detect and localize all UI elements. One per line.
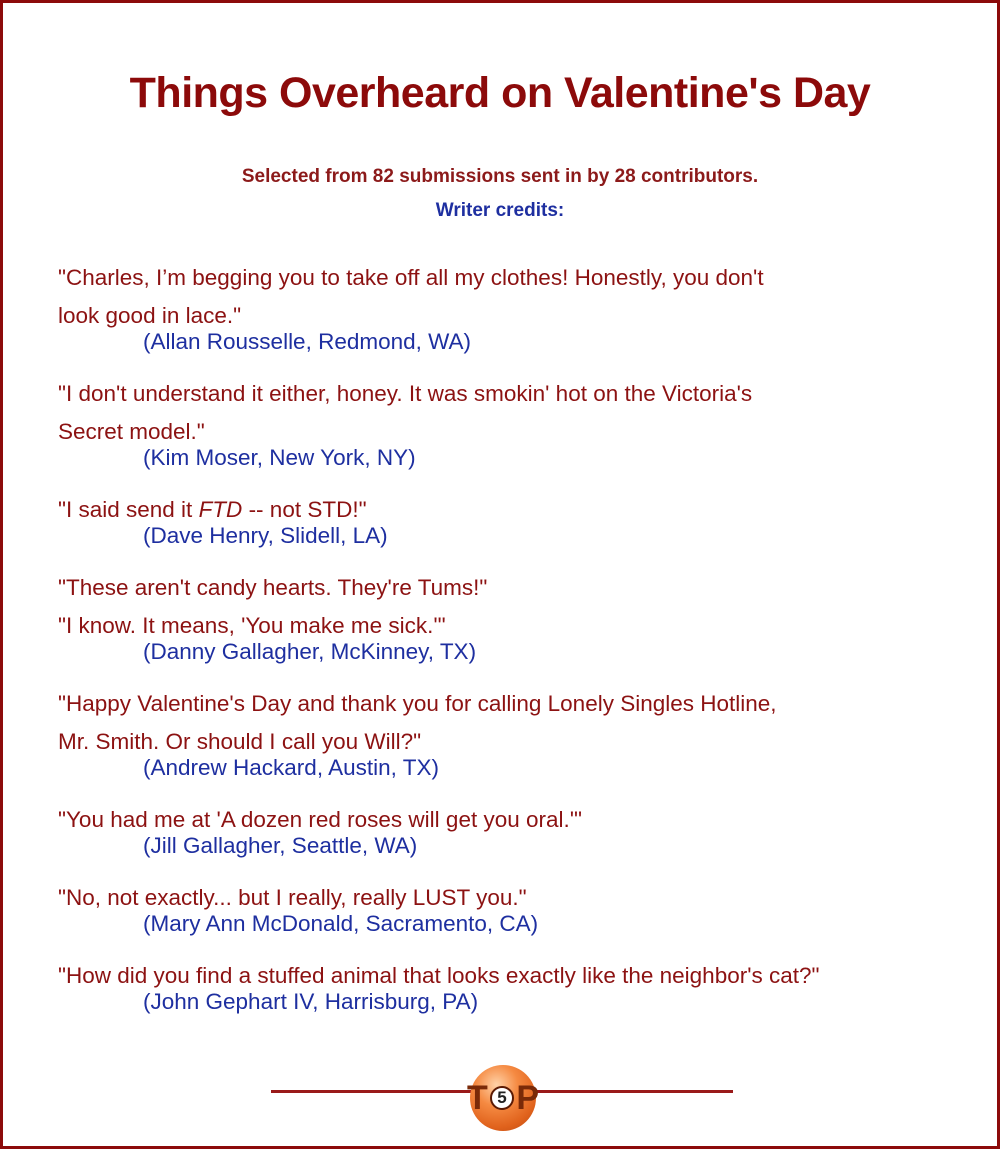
quote-line: "I know. It means, 'You make me sick.'" bbox=[58, 613, 446, 638]
quote-line: "I don't understand it either, honey. It was smokin' hot on the Victoria's bbox=[58, 381, 753, 406]
quote-line: "These aren't candy hearts. They're Tums!" bbox=[58, 575, 488, 600]
quote-entry bbox=[58, 569, 958, 667]
quote-line: "How did you find a stuffed animal that looks exactly like the neighbor's cat?" bbox=[58, 963, 820, 988]
quote-text: -- not STD!" bbox=[242, 497, 367, 522]
quote-line: Secret model." bbox=[58, 419, 205, 444]
divider-left bbox=[271, 1090, 476, 1093]
page-title: Things Overheard on Valentine's Day bbox=[129, 69, 871, 117]
quote-entry bbox=[58, 375, 958, 473]
quote-entry bbox=[58, 685, 958, 783]
quote-credit: (Jill Gallagher, Seattle, WA) bbox=[143, 833, 418, 858]
quote-emphasis: FTD bbox=[198, 497, 243, 522]
quote-entry bbox=[58, 801, 958, 861]
quote-line: "Happy Valentine's Day and thank you for calling Lonely Singles Hotline, bbox=[58, 691, 777, 716]
quote-line: Mr. Smith. Or should I call you Will?" bbox=[58, 729, 422, 754]
top5-logo bbox=[467, 1065, 539, 1131]
logo-letter-p: P bbox=[516, 1079, 539, 1117]
quote-credit: (Allan Rousselle, Redmond, WA) bbox=[143, 329, 472, 354]
writer-credits-label: Writer credits: bbox=[435, 200, 565, 221]
quote-entry bbox=[58, 491, 958, 551]
quote-credit: (Danny Gallagher, McKinney, TX) bbox=[143, 639, 477, 664]
quote-credit: (John Gephart IV, Harrisburg, PA) bbox=[143, 989, 479, 1014]
subtitle: Selected from 82 submissions sent in by 28 contributors. bbox=[241, 166, 759, 187]
quote-line: look good in lace." bbox=[58, 303, 242, 328]
quote-line: "Charles, I’m begging you to take off all my clothes! Honestly, you don't bbox=[58, 265, 764, 290]
quote-credit: (Dave Henry, Slidell, LA) bbox=[143, 523, 388, 548]
quote-entry bbox=[58, 259, 958, 357]
quote-text: "I said send it bbox=[58, 497, 199, 522]
divider-right bbox=[530, 1090, 733, 1093]
quote-entry bbox=[58, 879, 958, 939]
logo-letter-t: T bbox=[467, 1079, 488, 1117]
quote-credit: (Andrew Hackard, Austin, TX) bbox=[143, 755, 439, 780]
quote-line: "You had me at 'A dozen red roses will get you oral.'" bbox=[58, 807, 583, 832]
quote-credit: (Mary Ann McDonald, Sacramento, CA) bbox=[143, 911, 539, 936]
quote-entry bbox=[58, 957, 958, 1017]
quote-list bbox=[58, 259, 958, 1035]
quote-credit: (Kim Moser, New York, NY) bbox=[143, 445, 416, 470]
logo-number-ball: 5 bbox=[490, 1086, 514, 1110]
quote-line: "No, not exactly... but I really, really LUST you." bbox=[58, 885, 527, 910]
